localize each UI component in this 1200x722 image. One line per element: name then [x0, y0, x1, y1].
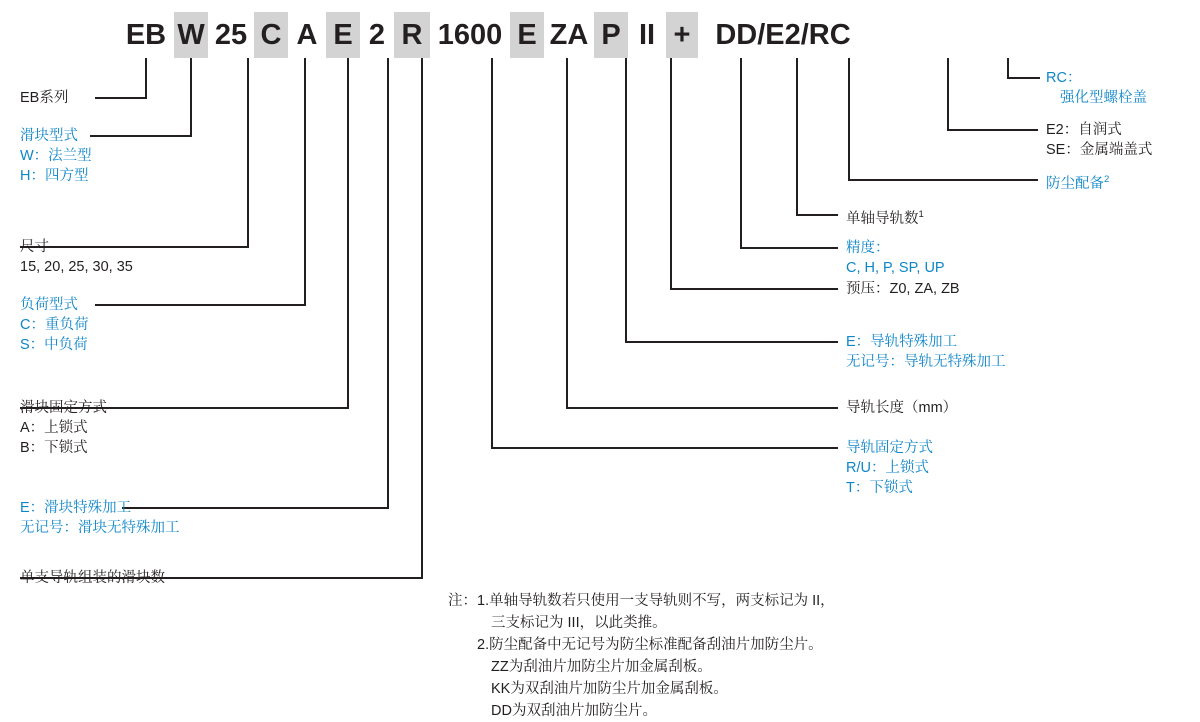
label-accuracy-title: 精度： [846, 240, 890, 256]
label-rail-fixing-t: T：下锁式 [846, 480, 913, 496]
label-rail-special [846, 332, 1006, 372]
label-rail-fixing-title: 导轨固定方式 [846, 440, 933, 456]
code-cell-e-block: E [326, 12, 360, 58]
label-rail-special-e: E：导轨特殊加工 [846, 334, 958, 350]
label-size-title: 尺寸 [20, 239, 49, 255]
code-cell-plus: + [666, 12, 698, 58]
label-rc-cover [1046, 68, 1147, 108]
label-rc-cover-title: RC： [1046, 70, 1082, 86]
label-rc-cover-desc: 强化型螺栓盖 [1060, 90, 1147, 106]
note-item: ZZ为刮油片加防尘片加金属刮板。 [491, 659, 712, 675]
label-block-special-none: 无记号：滑块无特殊加工 [20, 520, 180, 536]
label-rails-per-axis [846, 205, 924, 229]
note-item: DD为双刮油片加防尘片。 [491, 703, 657, 719]
label-e2-self-lub-e2: E2：自润式 [1046, 122, 1122, 138]
notes-label: 注： [448, 593, 477, 609]
part-number-code-row [118, 12, 868, 58]
label-preload [846, 279, 960, 299]
label-block-type-w: W：法兰型 [20, 148, 92, 164]
label-dust-proof-text: 防尘配备 [1046, 175, 1104, 192]
label-accuracy [846, 238, 945, 278]
notes-block [448, 590, 835, 722]
label-accuracy-values: C, H, P, SP, UP [846, 260, 945, 276]
label-block-count [20, 568, 165, 588]
label-block-fixing-b: B：下锁式 [20, 440, 88, 456]
note-item: 三支标记为 III，以此类推。 [491, 615, 667, 631]
label-block-type [20, 126, 92, 186]
note-item: 1.单轴导轨数若只使用一支导轨则不写，两支标记为 II， [477, 593, 835, 609]
label-block-fixing [20, 398, 107, 458]
label-rail-length-text: 导轨长度（mm） [846, 400, 958, 416]
label-size [20, 237, 133, 277]
code-cell-25: 25 [208, 12, 254, 58]
code-cell-options: DD/E2/RC [698, 12, 868, 58]
code-cell-1600: 1600 [430, 12, 510, 58]
code-cell-c: C [254, 12, 288, 58]
label-block-special-e: E：滑块特殊加工 [20, 500, 132, 516]
label-e2-self-lub-se: SE：金属端盖式 [1046, 142, 1153, 158]
label-rail-length [846, 398, 957, 418]
label-block-fixing-a: A：上锁式 [20, 420, 88, 436]
label-series-line1: EB系列 [20, 90, 69, 106]
code-cell-eb: EB [118, 12, 174, 58]
label-block-fixing-title: 滑块固定方式 [20, 400, 107, 416]
code-cell-e-rail: E [510, 12, 544, 58]
code-cell-r: R [394, 12, 430, 58]
code-cell-p: P [594, 12, 628, 58]
code-cell-a: A [288, 12, 326, 58]
label-rails-per-axis-text: 单轴导轨数 [846, 210, 919, 227]
label-load-type-s: S：中负荷 [20, 337, 88, 353]
note-item: 2.防尘配备中无记号为防尘标准配备刮油片加防尘片。 [477, 637, 823, 653]
label-series [20, 88, 68, 108]
label-e2-self-lub [1046, 120, 1152, 160]
label-rail-special-none: 无记号：导轨无特殊加工 [846, 354, 1006, 370]
label-rails-per-axis-footnote: 1 [918, 209, 924, 220]
label-load-type-title: 负荷型式 [20, 297, 78, 313]
code-cell-ii: II [628, 12, 666, 58]
code-cell-w: W [174, 12, 208, 58]
label-rail-fixing-ru: R/U：上锁式 [846, 460, 929, 476]
code-cell-2: 2 [360, 12, 394, 58]
label-block-count-text: 单支导轨组装的滑块数 [20, 570, 165, 586]
label-dust-proof [1046, 170, 1109, 194]
label-block-type-title: 滑块型式 [20, 128, 78, 144]
label-load-type-c: C：重负荷 [20, 317, 89, 333]
label-size-values: 15, 20, 25, 30, 35 [20, 259, 133, 275]
label-rail-fixing [846, 438, 933, 498]
label-block-special [20, 498, 180, 538]
label-block-type-h: H：四方型 [20, 168, 89, 184]
note-item: KK为双刮油片加防尘片加金属刮板。 [491, 681, 728, 697]
label-preload-text: 预压：Z0, ZA, ZB [846, 281, 960, 297]
label-load-type [20, 295, 88, 355]
label-dust-proof-footnote: 2 [1104, 174, 1110, 185]
code-cell-za: ZA [544, 12, 594, 58]
